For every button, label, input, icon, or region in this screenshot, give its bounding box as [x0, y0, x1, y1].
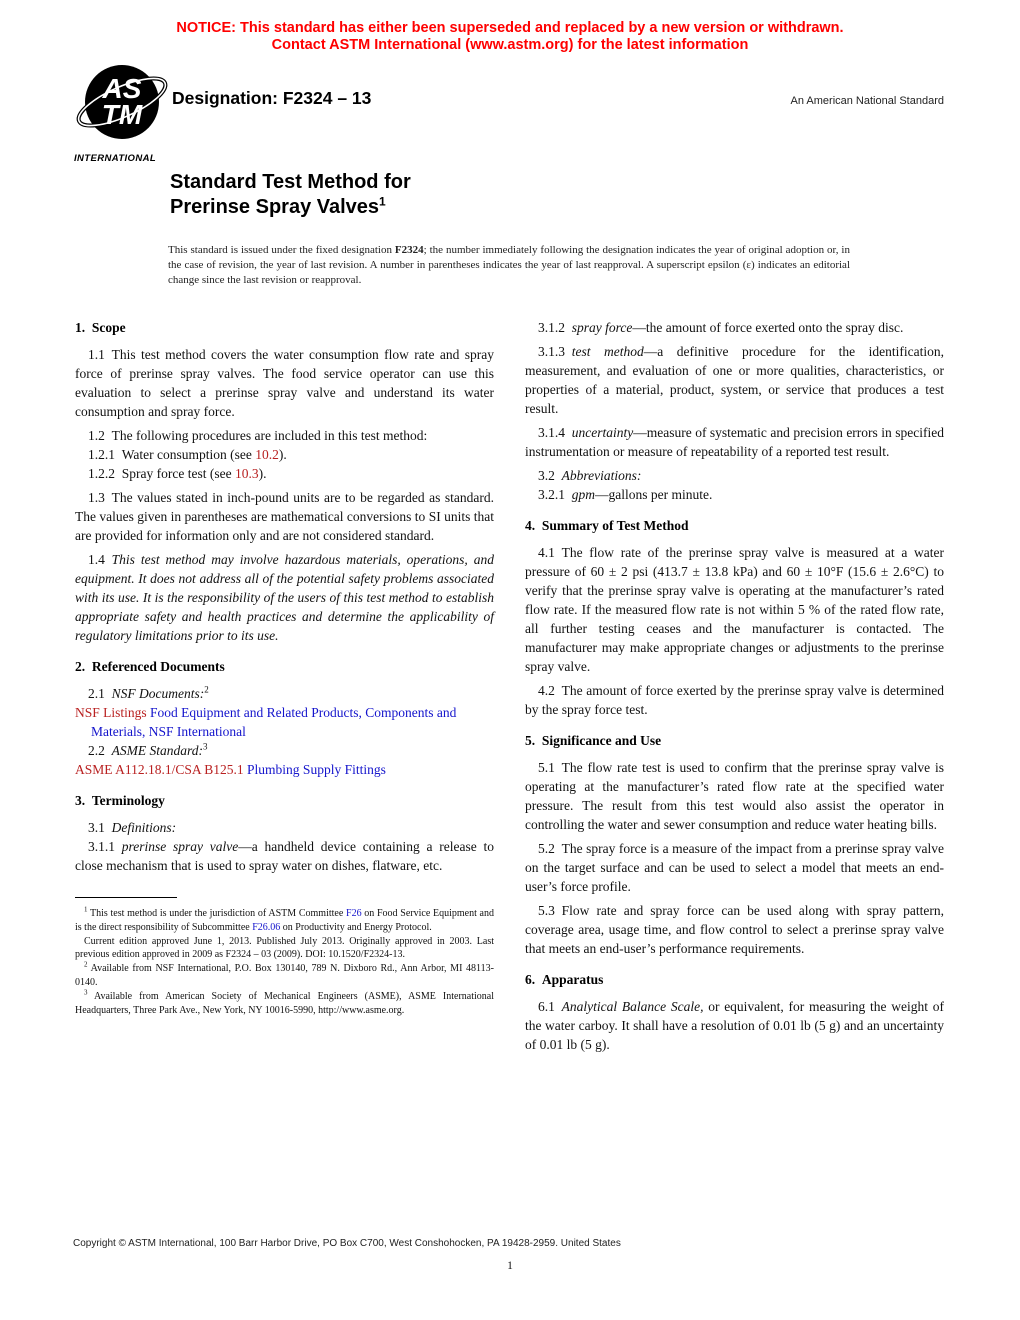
section-heading-scope: 1. Scope: [75, 320, 126, 335]
footnote-1: [75, 907, 494, 935]
para-3-2-number: 3.2: [538, 468, 562, 483]
footnotes-block: [75, 897, 494, 1017]
nsf-title-link[interactable]: Food Equipment and Related Products, Components and Materials, NSF International: [91, 705, 457, 739]
para-2-1: [75, 684, 494, 703]
para-1-4-number: 1.4: [88, 552, 112, 567]
para-3-1-4-number: 3.1.4: [538, 425, 572, 440]
notice-line-1: NOTICE: This standard has either been superseded and replaced by a new version or withdrawn.: [176, 20, 844, 36]
para-3-1-4: [525, 423, 944, 461]
term-analytical-balance-scale: Analytical Balance Scale,: [561, 999, 704, 1014]
superseded-notice: [0, 20, 1020, 54]
para-1-2-1-end: ).: [278, 447, 287, 462]
section-heading-apparatus: 6. Apparatus: [525, 972, 604, 987]
body-columns: [75, 318, 945, 1059]
para-5-2: 5.2 The spray force is a measure of the impact from a prerinse spray valve on the target surface and can be used to select a model that meets an end-user’s force profile.: [525, 841, 944, 894]
para-2-2-number: 2.2: [88, 743, 112, 758]
para-3-2-1-number: 3.2.1: [538, 487, 572, 502]
footnote-1-mid: on Food Service Equipment and is the direct responsibility of Subcommittee: [75, 908, 494, 933]
footnote-1-marker: 1: [84, 905, 88, 914]
title-line-2: [170, 195, 411, 220]
svg-text:TM: TM: [101, 99, 143, 130]
footnote-2-text: Available from NSF International, P.O. Box 130140, 789 N. Dixboro Rd., Ann Arbor, MI 48113-0140.: [75, 963, 494, 988]
footnote-ref-2: 2: [204, 684, 209, 695]
footnote-divider: [75, 897, 177, 898]
para-3-1: [75, 818, 494, 837]
para-3-1-number: 3.1: [88, 820, 112, 835]
para-1-2-2: [75, 464, 494, 483]
para-3-1-4-def: —measure of systematic and precision errors in specified instrumentation or measure of repeatability of a reported test result.: [525, 425, 944, 459]
asme-title-link[interactable]: Plumbing Supply Fittings: [247, 762, 386, 777]
national-standard-label: An American National Standard: [790, 95, 944, 107]
nsf-listings-link[interactable]: NSF Listings: [75, 705, 147, 720]
para-3-1-2-def: —the amount of force exerted onto the spray disc.: [632, 320, 904, 335]
para-1-3: 1.3 The values stated in inch-pound units are to be regarded as standard. The values given in parentheses are mathematical conversions to SI units that are provided for information only and are not considered standard.: [75, 490, 494, 543]
para-3-1-3: [525, 342, 944, 418]
para-3-2: [525, 466, 944, 485]
footnote-1-edition: Current edition approved June 1, 2013. Published July 2013. Originally approved in 2003. Last previous edition approved in 2009 as F2324 – 03 (2009). DOI: 10.1520/F2324-13.: [75, 935, 494, 961]
para-4-1: 4.1 The flow rate of the prerinse spray valve is measured at a water pressure of 60 ± 2 psi (413.7 ± 13.8 kPa) and 60 ± 10°F (15.6 ± 2.6°C) to verify that the prerinse spray valve is operating at the manufacturer’s rated flow rate. If the measured flow rate is not within 5 % of the rated flow rate, all further testing ceases and the manufacturer is contacted. The manufacturer may make appropriate changes or adjustments to the prerinse spray valve.: [525, 545, 944, 674]
issuance-statement: [168, 243, 850, 287]
astm-logo: [74, 60, 170, 164]
svg-text:AS: AS: [102, 73, 142, 104]
term-prerinse-spray-valve: prerinse spray valve: [121, 839, 239, 854]
para-3-1-3-number: 3.1.3: [538, 344, 572, 359]
title-text: Prerinse Spray Valves: [170, 196, 380, 218]
footnote-ref-3: 3: [203, 741, 208, 752]
footnote-3: [75, 990, 494, 1018]
para-3-2-1-def: —gallons per minute.: [595, 487, 713, 502]
notice-line-2: Contact ASTM International (www.astm.org) for the latest information: [271, 37, 749, 53]
left-column: [75, 318, 494, 1059]
term-test-method: test method: [571, 344, 644, 359]
para-4-2: 4.2 The amount of force exerted by the prerinse spray valve is determined by the spray force test.: [525, 683, 944, 717]
page-title: [170, 170, 411, 220]
section-heading-referenced-documents: 2. Referenced Documents: [75, 659, 225, 674]
para-3-1-3-def: —a definitive procedure for the identification, measurement, and evaluation of one or more qualities, characteristics, or properties of a material, product, system, or service that produces a test result.: [525, 344, 944, 416]
issuance-designation: F2324: [394, 244, 424, 256]
section-heading-summary: 4. Summary of Test Method: [525, 518, 689, 533]
term-uncertainty: uncertainty: [571, 425, 634, 440]
term-gpm: gpm: [571, 487, 595, 502]
para-3-1-2: [525, 318, 944, 337]
para-6-1-number: 6.1: [538, 999, 562, 1014]
page-number: 1: [507, 1260, 513, 1272]
committee-f26-link[interactable]: F26: [346, 908, 362, 919]
para-2-2: [75, 741, 494, 760]
para-1-4-text: This test method may involve hazardous materials, operations, and equipment. It does not address all of the potential safety problems associated with its use. It is the responsibility of the users of this test method to establish appropriate safety and health practices and determine the applicability of regulatory limitations prior to its use.: [75, 552, 494, 643]
title-line-1: Standard Test Method for: [170, 171, 411, 193]
term-spray-force: spray force: [571, 320, 633, 335]
footnote-2-marker: 2: [84, 960, 88, 969]
para-2-2-title: ASME Standard:: [111, 743, 203, 758]
para-5-1: 5.1 The flow rate test is used to confirm that the prerinse spray valve is operating at the manufacturer’s rated flow rate at the specified water pressure. The result from this test would also assist the operator in controlling the water and sewer consumption and reduce water heating bills.: [525, 760, 944, 832]
section-heading-terminology: 3. Terminology: [75, 793, 165, 808]
para-3-1-2-number: 3.1.2: [538, 320, 572, 335]
subcommittee-f26-06-link[interactable]: F26.06: [252, 921, 281, 933]
footnote-3-marker: 3: [84, 988, 88, 997]
para-6-1: [525, 997, 944, 1054]
para-1-2-2-end: ).: [258, 466, 267, 481]
issuance-post: ; the number immediately following the designation indicates the year of original adoption or, in the case of revision, the year of last revision. A number in parentheses indicates the year of last reapproval. A superscript epsilon (ε) indicates an editorial change since the last revision or reapproval.: [168, 244, 850, 286]
footnote-3-text: Available from American Society of Mechanical Engineers (ASME), ASME International Headquarters, Three Park Ave., New York, NY 10016-5990, http://www.asme.org.: [75, 990, 494, 1016]
nsf-reference: [75, 703, 494, 741]
para-3-1-1: [75, 837, 494, 875]
issuance-pre: This standard is issued under the fixed designation: [168, 244, 395, 256]
para-5-3: 5.3 Flow rate and spray force can be used along with spray pattern, coverage area, usage time, and flow control to select a prerinse spray valve that meets an end-user’s performance requirements.: [525, 903, 944, 956]
para-3-1-title: Definitions:: [111, 820, 177, 835]
astm-logo-subtitle: INTERNATIONAL: [74, 153, 157, 164]
astm-globe-icon: [74, 60, 170, 152]
footnote-1-pre: This test method is under the jurisdiction of ASTM Committee: [87, 908, 347, 919]
copyright-line: Copyright © ASTM International, 100 Barr Harbor Drive, PO Box C700, West Conshohocken, PA 19428-2959. United States: [73, 1238, 621, 1249]
para-1-2-1: [75, 445, 494, 464]
para-3-1-1-def: —a handheld device containing a release to close mechanism that is used to spray water on dishes, flatware, etc.: [75, 839, 494, 873]
section-ref-link-10-2[interactable]: 10.2: [255, 447, 279, 462]
para-1-1: 1.1 This test method covers the water consumption flow rate and spray force of prerinse spray valves. The food service operator can use this evaluation to select a prerinse spray valve and understand its water consumption and spray force.: [75, 347, 494, 419]
para-3-2-1: [525, 485, 944, 504]
footnote-2: [75, 962, 494, 990]
para-6-1-def: or equivalent, for measuring the weight of the water carboy. It shall have a resolution of 0.01 lb (5 g) and an uncertainty of 0.01 lb (5 g).: [525, 999, 944, 1052]
title-footnote-marker: 1: [379, 194, 386, 209]
para-1-4: [75, 550, 494, 645]
para-3-1-1-number: 3.1.1: [88, 839, 122, 854]
section-heading-significance: 5. Significance and Use: [525, 733, 662, 748]
para-1-2: 1.2 The following procedures are included in this test method:: [88, 428, 428, 443]
para-2-1-number: 2.1: [88, 686, 112, 701]
right-column: [525, 318, 944, 1059]
asme-standard-link[interactable]: ASME A112.18.1/CSA B125.1: [75, 762, 244, 777]
para-1-2-1-text: 1.2.1 Water consumption (see: [88, 447, 256, 462]
designation-label: Designation: F2324 – 13: [172, 88, 372, 108]
para-2-1-title: NSF Documents:: [111, 686, 205, 701]
section-ref-link-10-3[interactable]: 10.3: [234, 466, 259, 481]
asme-reference: [75, 760, 494, 779]
para-3-2-title: Abbreviations:: [561, 468, 642, 483]
footnote-1-post: on Productivity and Energy Protocol.: [280, 921, 432, 933]
para-1-2-2-text: 1.2.2 Spray force test (see: [88, 466, 235, 481]
